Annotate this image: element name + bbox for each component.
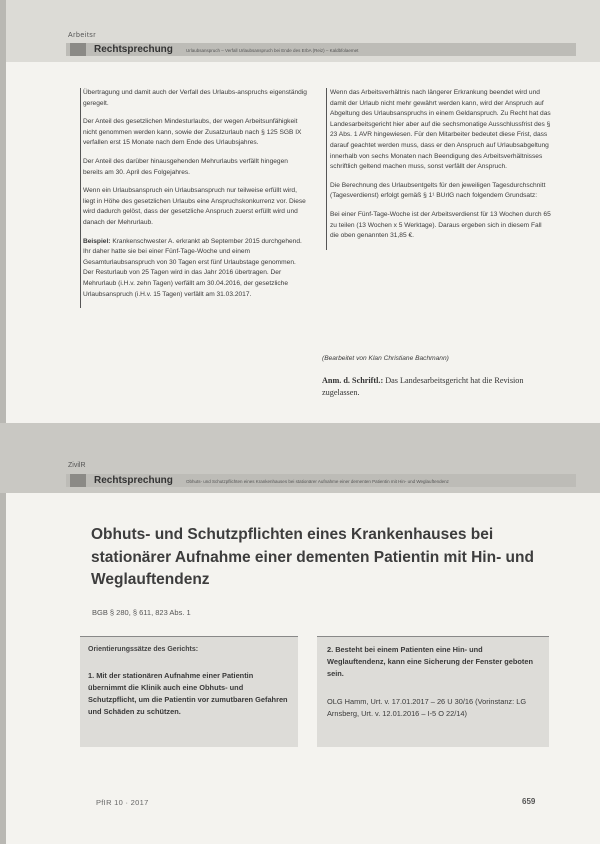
paragraph: Der Anteil des darüber hinausgehenden Mehrurlaubs verfällt hingegen bereits am 30. April des Folgejahres.	[83, 157, 288, 176]
paragraph: Wenn das Arbeitsverhältnis nach längerer Erkrankung beendet wird und damit der Urlaub nicht mehr gewährt werden kann, wird der Anspruch auf Abgeltung des Urlaubsanspruchs in einem Geldanspruch. Zu Recht hat das Landesarbeitsgericht hier aber auf die sechsmonatige Ausschlussfrist des § 23 Abs. 1 AVR hingewiesen. Für den Mitarbeiter bedeutet diese Frist, dass darauf geachtet werden muss, dass er den Anspruch auf Urlaubsabgeltung innerhalb von sechs Monaten nach Beendigung des Arbeitsverhältnisses schriftlich geltend machen muss, sonst verfällt der Anspruch.	[330, 89, 551, 171]
section-title-top: Rechtsprechung	[94, 44, 173, 55]
principle-1: 1. Mit der stationären Aufnahme einer Patientin übernimmt die Klinik auch eine Obhuts- und Schutzpflicht, um die Patientin vor zumutbaren Gefahren und Schäden zu schützen.	[88, 671, 288, 716]
law-reference: BGB § 280, § 611, 823 Abs. 1	[92, 608, 191, 617]
page-number: 659	[522, 797, 536, 806]
author-note: (Bearbeitet von Klan Christiane Bachmann)	[322, 355, 449, 362]
section-title-bottom: Rechtsprechung	[94, 475, 173, 486]
example-paragraph	[83, 237, 307, 301]
section-tag-top: Arbeitsr	[68, 32, 97, 39]
guiding-principles-heading: Orientierungssätze des Gerichts:	[88, 646, 199, 653]
paragraph: Übertragung und damit auch der Verfall des Urlaubs-anspruchs eigenständig geregelt.	[83, 89, 307, 107]
section-tag-bottom: ZivilR	[68, 462, 86, 469]
paragraph: Der Anteil des gesetzlichen Mindesturlaubs, der wegen Arbeitsunfähigkeit nicht genommen werden kann, sowie der Zusatzurlaub nach § 125 SGB IX verfallen erst 15 Monate nach dem Ende des Urlaubsjahres.	[83, 118, 302, 147]
section-marker-top	[70, 43, 86, 56]
example-label: Beispiel:	[83, 237, 111, 245]
section-subtitle-bottom: Obhuts- und Schutzpflichten eines Krankenhauses bei stationärer Aufnahme einer dementen Patientin mit Hin- und Weglauftendenz	[186, 479, 449, 484]
journal-issue: PfIR 10 · 2017	[96, 798, 149, 807]
paragraph: Die Berechnung des Urlaubsentgelts für den jeweiligen Tagesdurchschnitt (Tagesverdienst) erfolgt gemäß § 1¹ BUrlG nach folgendem Grundsatz:	[330, 181, 546, 200]
section-subtitle-top: Urlaubsanspruch – Verfall Urlaubsanspruch bei Ende des ErbA (Reiz) – Kaldbfolaemet	[186, 48, 359, 53]
section-marker-bottom	[70, 474, 86, 487]
example-text: Krankenschwester A. erkrankt ab September 2015 durchgehend. Ihr daher hatte sie bei einer Fünf-Tage-Woche und einem Gesamturlaubsanspruch von 30 Tagen erst fünf Urlaubstage genommen. Der Resturlaub von 25 Tagen wird in das Jahr 2016 übertragen. Der Mehrurlaub (i.H.v. zehn Tagen) verfällt am 30.04.2016, der gesetzliche Urlaubsanspruch (i.H.v. 15 Tagen) verfällt am 31.03.2017.	[83, 237, 302, 298]
paragraph: Wenn ein Urlaubsanspruch ein Urlaubsanspruch nur teilweise erfüllt wird, liegt in Höhe des gesetzlichen Urlaubs eine Anspruchskonkurrenz vor. Diese wird dadurch gelöst, dass der gesetzliche Anspruch zuerst erfüllt wird und danach der Mehrurlaub.	[83, 187, 306, 226]
page-edge	[0, 0, 6, 844]
paragraph: Bei einer Fünf-Tage-Woche ist der Arbeitsverdienst für 13 Wochen durch 65 zu teilen (13 Wochen x 5 Werktage). Daraus ergeben sich in diesem Fall die oben genannten 31,85 €.	[330, 210, 551, 240]
editor-note-text: Das Landesarbeitsgericht hat die Revision zugelassen.	[322, 376, 524, 397]
editor-note	[322, 375, 550, 399]
left-column	[80, 88, 307, 308]
right-column	[326, 88, 552, 250]
court-citation: OLG Hamm, Urt. v. 17.01.2017 – 26 U 30/16 (Vorinstanz: LG Arnsberg, Urt. v. 12.01.2016 – I-5 O 22/14)	[327, 697, 527, 718]
article-headline: Obhuts- und Schutzpflichten eines Krankenhauses bei stationärer Aufnahme einer dementen Patientin mit Hin- und Weglauftendenz	[91, 526, 534, 588]
editor-note-label: Anm. d. Schriftl.:	[322, 376, 384, 385]
principle-2: 2. Besteht bei einem Patienten eine Hin- und Weglauftendenz, kann eine Sicherung der Fenster geboten sein.	[327, 645, 534, 678]
